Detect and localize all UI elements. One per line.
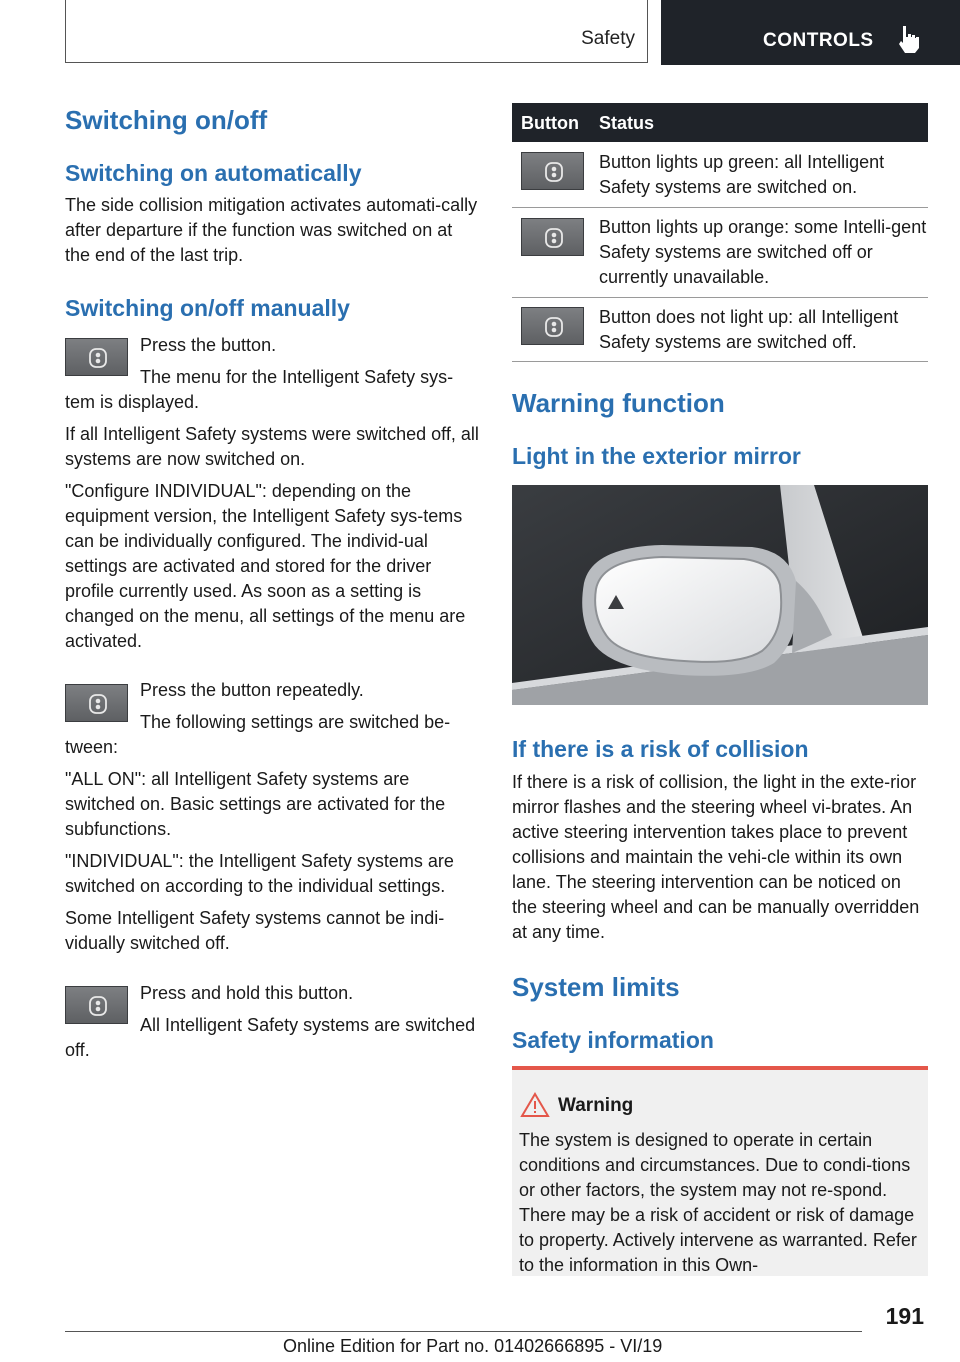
header-section-box (65, 0, 648, 63)
header-chapter-title: CONTROLS (763, 30, 874, 51)
intelligent-safety-button-icon (544, 227, 564, 249)
heading-switching-manually: Switching on/off manually (65, 295, 350, 321)
paragraph-press-hold: Press and hold this button. (140, 983, 354, 1003)
paragraph-configure: "Configure INDIVIDUAL": depending on the equipment version, the Intelligent Safety sys-tems can be individually configured. The individ-ual settings are activated and stored for the driver profile currently used. As soon as a setting is changed on the menu, all settings of the menu are activated. (65, 481, 466, 651)
heading-switching-on-automatically: Switching on automatically (65, 160, 362, 186)
table-row (512, 297, 928, 362)
warning-triangle-icon (520, 1092, 550, 1118)
paragraph-all-switched-off: All Intelligent Safety systems are switched off. (65, 1015, 476, 1060)
table-header-button: Button (521, 113, 579, 133)
table-row (512, 207, 928, 298)
table-cell-status: Button does not light up: all Intelligent Safety systems are switched off. (599, 307, 899, 352)
paragraph-auto: The side collision mitigation activates automati-cally after departure if the function was switched on at the end of the last trip. (65, 195, 478, 265)
header-section-title: Safety (581, 28, 635, 49)
paragraph-individual: "INDIVIDUAL": the Intelligent Safety systems are switched on according to the individual settings. (65, 851, 454, 896)
heading-warning-function: Warning function (512, 388, 725, 418)
footer-edition: Online Edition for Part no. 01402666895 - VI/19 (283, 1336, 663, 1356)
paragraph-all-off: If all Intelligent Safety systems were switched off, all systems are now switched on. (65, 424, 479, 469)
paragraph-press-button: Press the button. (140, 335, 277, 355)
page-number: 191 (885, 1303, 924, 1329)
warning-title: Warning (558, 1095, 634, 1116)
footer-divider (65, 1331, 862, 1332)
intelligent-safety-button-icon (544, 161, 564, 183)
table-row (512, 142, 928, 208)
warning-text: The system is designed to operate in certain conditions and circumstances. Due to condi-tions or other factors, the system may not re-spond. There may be a risk of accident or risk of damage to property. Actively intervene as warranted. Refer to the information in this Own- (519, 1130, 917, 1275)
paragraph-following-settings: The following settings are switched be-tween: (65, 712, 451, 757)
table-header (512, 103, 928, 142)
paragraph-risk-of-collision: If there is a risk of collision, the light in the exte-rior mirror flashes and the steering wheel vi-brates. An active steering intervention takes place to prevent collisions and maintain the vehi-cle within its own lane. The steering intervention can be noticed on the steering wheel and can be manually overridden at any time. (512, 772, 920, 942)
table-cell-status: Button lights up green: all Intelligent Safety systems are switched on. (599, 152, 885, 197)
table-header-status: Status (599, 113, 655, 133)
paragraph-some-systems: Some Intelligent Safety systems cannot be indi-vidually switched off. (65, 908, 445, 953)
paragraph-menu-displayed: The menu for the Intelligent Safety sys-tem is displayed. (65, 367, 454, 412)
table-cell-status: Button lights up orange: some Intelli-gent Safety systems are switched off or currently unavailable. (599, 217, 927, 287)
pointing-hand-icon (897, 24, 921, 54)
paragraph-all-on: "ALL ON": all Intelligent Safety systems are switched on. Basic settings are activated for the subfunctions. (65, 769, 446, 839)
paragraph-press-repeatedly: Press the button repeatedly. (140, 680, 364, 700)
heading-light-exterior-mirror: Light in the exterior mirror (512, 443, 801, 469)
heading-safety-information: Safety information (512, 1027, 714, 1053)
exterior-mirror-illustration (512, 485, 928, 705)
button-image-off (521, 307, 584, 345)
intelligent-safety-button-icon (544, 316, 564, 338)
button-image-green (521, 152, 584, 190)
button-image-orange (521, 218, 584, 256)
heading-system-limits: System limits (512, 972, 680, 1002)
warning-box (512, 1066, 928, 1276)
heading-risk-of-collision: If there is a risk of collision (512, 736, 809, 762)
header-chapter-box (661, 0, 960, 65)
heading-switching-on-off: Switching on/off (65, 105, 268, 135)
